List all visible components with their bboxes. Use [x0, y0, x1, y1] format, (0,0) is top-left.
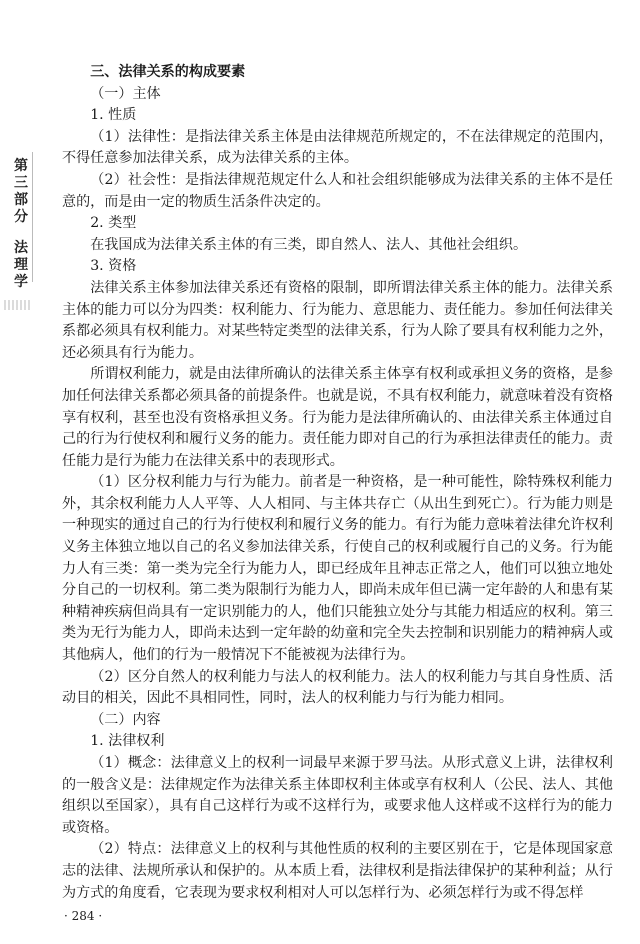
side-tab-rule [32, 152, 33, 282]
paragraph: （2）特点：法律意义上的权利与其他性质的权利的主要区别在于，它是体现国家意志的法律、法规所承认和保护的。从本质上看，法律权利是指法律保护的某种利益；从行为方式的角度看，它表现为要求权利相对人可以怎样行为、必须怎样行为或不得怎样 [62, 841, 613, 901]
subheading: 1. 性质 [90, 107, 137, 124]
paragraph: （1）区分权利能力与行为能力。前者是一种资格，是一种可能性，除特殊权利能力外，其余权利能力人人平等、人人相同、与主体共存亡（从出生到死亡）。行为能力则是一种现实的通过自己的行为行使权利和履行义务的能力。有行为能力意味着法律允许权利义务主体独立地以自己的名义参加法律关系，行使自己的权利或履行自己的义务。行为能力人有三类：第一类为完全行为能力人，即已经成年且神志正常之人，他们可以独立地处分自己的一切权利。第二类为限制行为能力人，即尚未成年但已满一定年龄的人和患有某种精神疾病但尚具有一定识别能力的人，他们只能独立处分与其能力相适应的权利。第三类为无行为能力人，即尚未达到一定年龄的幼童和完全失去控制和识别能力的精神病人或其他病人，他们的行为一般情况下不能被视为法律行为。 [62, 474, 613, 664]
paragraph: （2）社会性：是指法律规范规定什么人和社会组织能够成为法律关系的主体不是任意的，而是由一定的物质生活条件决定的。 [62, 171, 613, 210]
side-tab-ornament [4, 300, 32, 310]
subheading: （二）内容 [90, 711, 161, 728]
body-blocks [62, 84, 613, 905]
subheading: 3. 资格 [90, 258, 137, 275]
side-tab [12, 158, 30, 291]
paragraph: （2）区分自然人的权利能力与法人的权利能力。法人的权利能力与其自身性质、活动目的相关，因此不具相同性，同时，法人的权利能力与行为能力相同。 [62, 668, 613, 707]
subheading: 2. 类型 [90, 215, 137, 232]
paragraph: 所谓权利能力，就是由法律所确认的法律关系主体享有权利或承担义务的资格，是参加任何法律关系都必须具备的前提条件。也就是说，不具有权利能力，就意味着没有资格享有权利，甚至也没有资格承担义务。行为能力是法律所确认的、由法律关系主体通过自己的行为行使权利和履行义务的能力。责任能力即对自己的行为承担法律责任的能力。责任能力是行为能力在法律关系中的表现形式。 [62, 366, 613, 469]
subheading: 1. 法律权利 [90, 733, 165, 750]
paragraph: 在我国成为法律关系主体的有三类，即自然人、法人、其他社会组织。 [90, 236, 528, 253]
side-tab-part: 第 三 部 分 [14, 158, 28, 225]
side-tab-subject: 法 理 学 [14, 240, 28, 290]
page-number: · 284 · [64, 909, 103, 924]
paragraph: 法律关系主体参加法律关系还有资格的限制，即所谓法律关系主体的能力。法律关系主体的能力可以分为四类：权利能力、行为能力、意思能力、责任能力。参加任何法律关系都必须具有权利能力。对某些特定类型的法律关系，行为人除了要具有权利能力之外，还必须具有行为能力。 [62, 279, 613, 361]
paragraph: （1）概念：法律意义上的权利一词最早来源于罗马法。从形式意义上讲，法律权利的一般含义是：法律规定作为法律关系主体即权利主体或享有权利人（公民、法人、其他组织以至国家），具有自己这样行为或不这样行为，或要求他人这样或不这样行为的能力或资格。 [62, 755, 613, 836]
subheading: （一）主体 [90, 85, 161, 102]
page-body [62, 0, 613, 944]
section-title: 三、法律关系的构成要素 [90, 64, 246, 80]
paragraph: （1）法律性：是指法律关系主体是由法律规范所规定的，不在法律规定的范围内，不得任意参加法律关系，成为法律关系的主体。 [62, 128, 613, 167]
